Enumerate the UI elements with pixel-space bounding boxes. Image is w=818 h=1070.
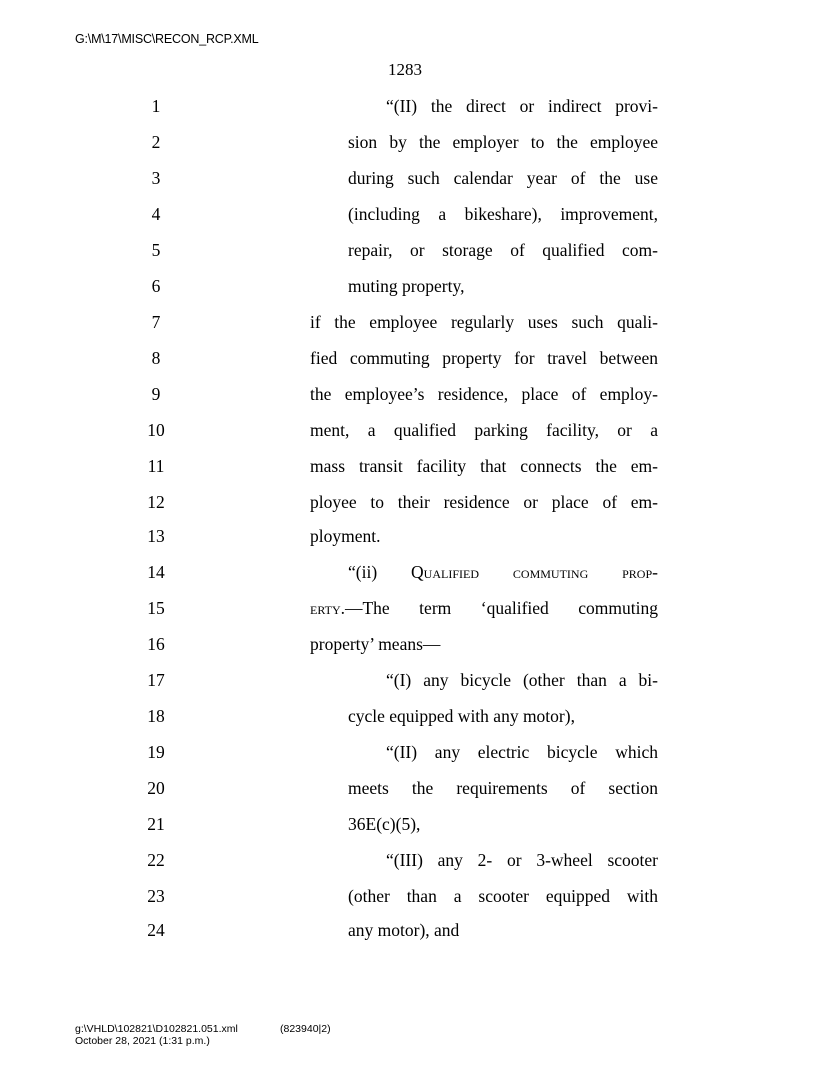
section-heading: erty <box>310 598 341 618</box>
text-line <box>0 598 818 634</box>
line-number: 24 <box>147 920 165 940</box>
line-text: cycle equipped with any motor), <box>348 706 575 726</box>
line-number: 5 <box>151 240 161 260</box>
line-text: muting property, <box>348 276 465 296</box>
footer-file-path: g:\VHLD\102821\D102821.051.xml <box>75 1023 238 1035</box>
line-number: 12 <box>147 492 165 512</box>
line-text: fied commuting property for travel between <box>310 348 658 368</box>
line-number: 21 <box>147 814 165 834</box>
line-number: 19 <box>147 742 165 762</box>
line-number: 23 <box>147 886 165 906</box>
line-text: (including a bikeshare), improvement, <box>348 204 658 224</box>
line-number: 3 <box>151 168 161 188</box>
text-line <box>0 670 818 706</box>
heading-suffix: .—The term ‘qualified commuting <box>340 598 658 618</box>
line-number: 13 <box>147 526 165 546</box>
line-text: meets the requirements of section <box>348 778 658 798</box>
page-number: 1283 <box>388 60 422 79</box>
footer-code: (823940|2) <box>280 1023 331 1035</box>
text-line <box>0 420 818 456</box>
line-text <box>348 562 658 586</box>
line-number: 10 <box>147 420 165 440</box>
line-text: “(II) the direct or indirect provi- <box>386 96 658 116</box>
line-text: ployee to their residence or place of em- <box>310 492 658 512</box>
text-line <box>0 920 818 956</box>
line-text: “(II) any electric bicycle which <box>386 742 658 762</box>
text-line <box>0 204 818 240</box>
text-line <box>0 886 818 922</box>
text-line <box>0 526 818 562</box>
text-line <box>0 742 818 778</box>
text-line <box>0 276 818 312</box>
line-text: ployment. <box>310 526 381 546</box>
line-text: mass transit facility that connects the em- <box>310 456 658 476</box>
line-text: during such calendar year of the use <box>348 168 658 188</box>
text-line <box>0 312 818 348</box>
line-text: property’ means— <box>310 634 441 654</box>
line-text: ment, a qualified parking facility, or a <box>310 420 658 440</box>
line-number: 2 <box>151 132 161 152</box>
line-number: 6 <box>151 276 161 296</box>
section-heading: Qualified commuting prop- <box>411 562 658 582</box>
text-line <box>0 456 818 492</box>
line-number: 11 <box>147 456 165 476</box>
text-line <box>0 634 818 670</box>
header-path: G:\M\17\MISC\RECON_RCP.XML <box>75 32 259 46</box>
line-text: (other than a scooter equipped with <box>348 886 658 906</box>
text-line <box>0 168 818 204</box>
line-number: 22 <box>147 850 165 870</box>
line-text: 36E(c)(5), <box>348 814 421 834</box>
footer-date: October 28, 2021 (1:31 p.m.) <box>75 1035 210 1047</box>
text-line <box>0 132 818 168</box>
line-text: “(I) any bicycle (other than a bi- <box>386 670 658 690</box>
text-line <box>0 96 818 132</box>
line-number: 18 <box>147 706 165 726</box>
line-text: any motor), and <box>348 920 460 940</box>
line-number: 1 <box>151 96 161 116</box>
line-number: 7 <box>151 312 161 332</box>
line-number: 14 <box>147 562 165 582</box>
line-number: 8 <box>151 348 161 368</box>
line-number: 4 <box>151 204 161 224</box>
line-text: the employee’s residence, place of employ- <box>310 384 658 404</box>
text-line <box>0 348 818 384</box>
line-number: 20 <box>147 778 165 798</box>
line-text: if the employee regularly uses such quali- <box>310 312 658 332</box>
text-line <box>0 384 818 420</box>
line-text <box>310 598 658 622</box>
text-line <box>0 778 818 814</box>
text-line <box>0 492 818 528</box>
footer <box>75 1023 238 1047</box>
text-line <box>0 706 818 742</box>
text-line <box>0 240 818 276</box>
line-number: 9 <box>151 384 161 404</box>
line-text: “(III) any 2- or 3-wheel scooter <box>386 850 658 870</box>
line-number: 16 <box>147 634 165 654</box>
line-number: 17 <box>147 670 165 690</box>
line-number: 15 <box>147 598 165 618</box>
line-text: sion by the employer to the employee <box>348 132 658 152</box>
text-line <box>0 562 818 598</box>
text-line <box>0 814 818 850</box>
line-text: repair, or storage of qualified com- <box>348 240 658 260</box>
text-line <box>0 850 818 886</box>
subsection-prefix: “(ii) <box>348 562 412 582</box>
